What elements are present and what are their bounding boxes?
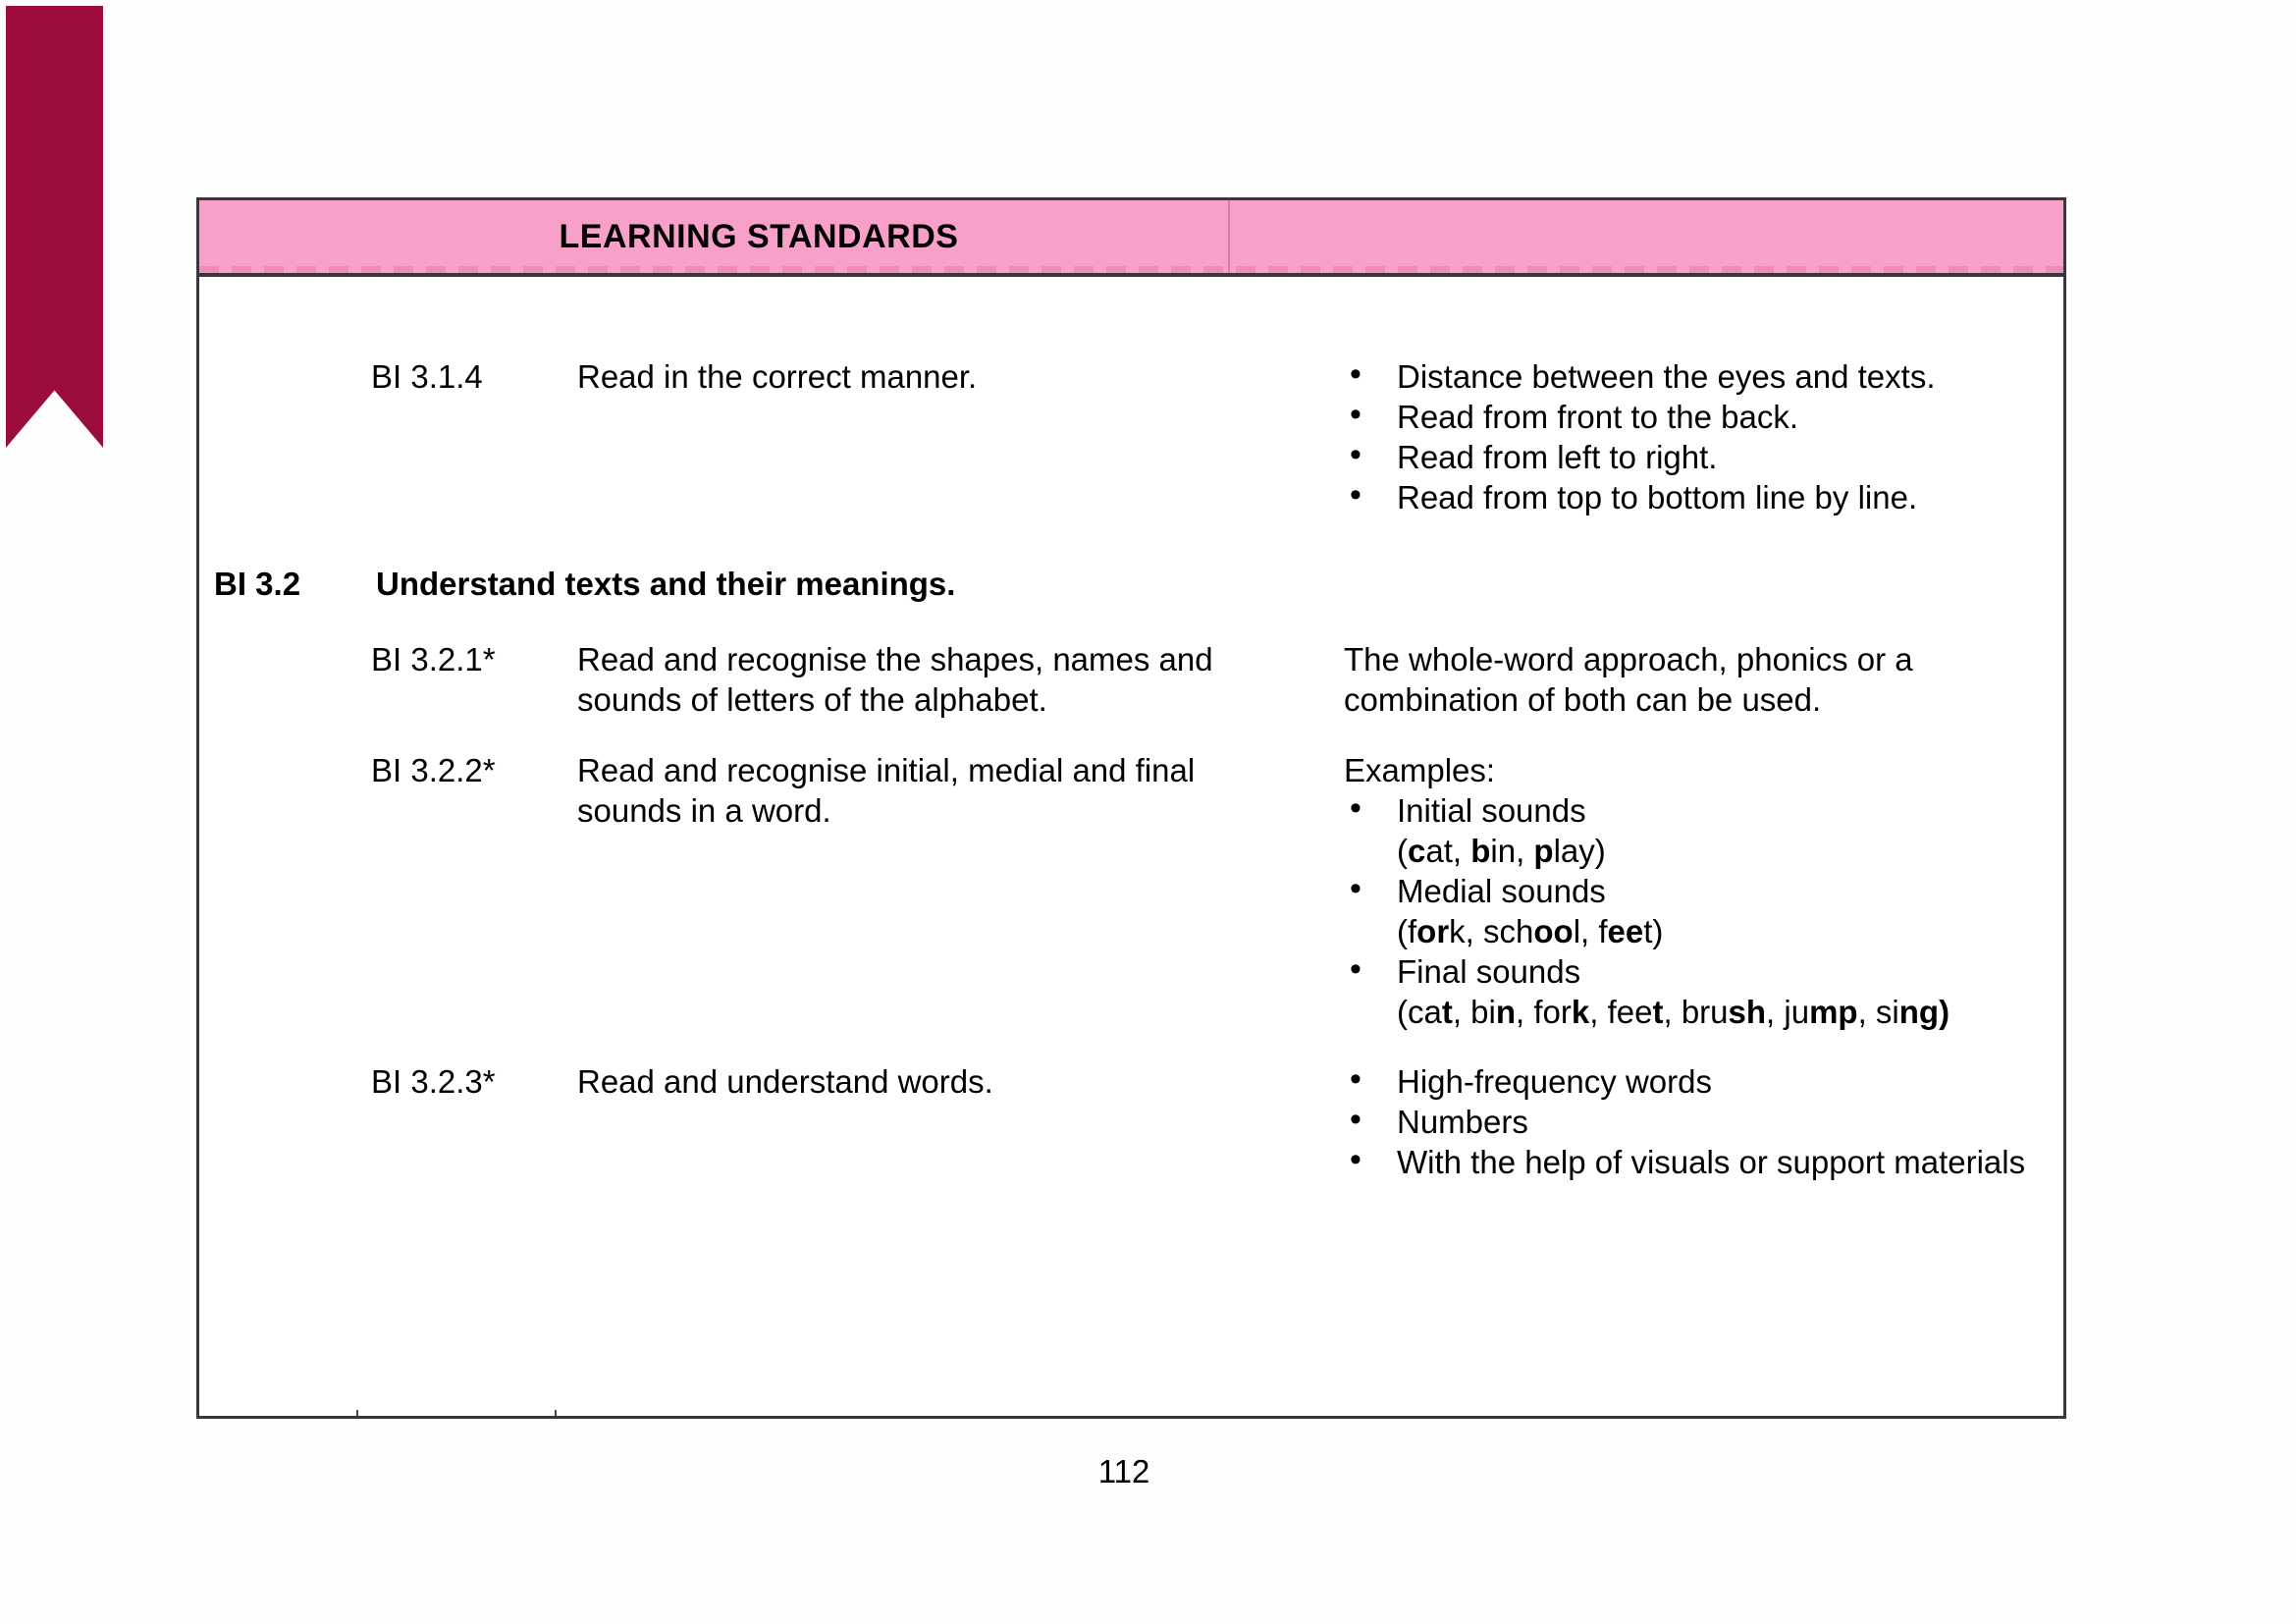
standard-code: BI 3.1.4 <box>371 358 483 395</box>
note-text: Read from left to right. <box>1397 439 1718 475</box>
standard-text <box>577 1061 1264 1102</box>
bullet-icon: • <box>1350 396 1362 433</box>
header-column-divider <box>1228 200 1230 273</box>
standard-text-line: Understand texts and their meanings. <box>376 566 956 602</box>
bookmark-ribbon <box>6 6 103 448</box>
bullet-icon: • <box>1350 1060 1362 1098</box>
note-text-line <box>1344 992 2100 1032</box>
standard-text-line: Read in the correct manner. <box>577 358 978 395</box>
bullet-icon: • <box>1350 870 1362 907</box>
note-text-line <box>1344 639 2100 679</box>
note-bullet-item <box>1344 477 2100 517</box>
bullet-icon: • <box>1350 1141 1362 1178</box>
note-text-line <box>1344 831 2100 871</box>
bullet-icon: • <box>1350 1101 1362 1138</box>
bullet-icon: • <box>1350 950 1362 988</box>
standard-code: BI 3.2.1* <box>371 641 496 677</box>
note-text: With the help of visuals or support materials <box>1397 1144 2026 1180</box>
standard-text-line: sounds in a word. <box>577 792 831 829</box>
standard-text <box>577 750 1264 831</box>
note-text: (cat, bin, fork, feet, brush, jump, sing) <box>1397 994 1950 1030</box>
notes-group-bi-3-1-4 <box>1344 356 2100 517</box>
note-text: Medial sounds <box>1397 873 1606 909</box>
note-text: Read from top to bottom line by line. <box>1397 479 1918 515</box>
bullet-icon: • <box>1350 476 1362 514</box>
column-border-tick <box>356 1410 358 1416</box>
note-text: Final sounds <box>1397 953 1581 990</box>
notes-group-bi-3-2-2 <box>1344 750 2100 1032</box>
standard-text-line: Read and recognise initial, medial and final <box>577 752 1196 788</box>
note-text: Read from front to the back. <box>1397 399 1799 435</box>
note-bullet-item <box>1344 1142 2100 1182</box>
table-header <box>199 200 2063 277</box>
note-text: The whole-word approach, phonics or a <box>1344 641 1913 677</box>
notes-group-bi-3-2-1 <box>1344 639 2100 720</box>
note-bullet-item <box>1344 397 2100 437</box>
note-text: Distance between the eyes and texts. <box>1397 358 1936 395</box>
standard-text-line: Read and understand words. <box>577 1063 993 1100</box>
standard-text-line: Read and recognise the shapes, names and <box>577 641 1213 677</box>
note-text: combination of both can be used. <box>1344 681 1822 718</box>
table-header-title: LEARNING STANDARDS <box>559 218 959 255</box>
note-bullet-item <box>1344 356 2100 397</box>
bullet-icon: • <box>1350 436 1362 473</box>
note-text-line <box>1344 679 2100 720</box>
note-bullet-item <box>1344 871 2100 911</box>
note-text: Examples: <box>1344 752 1496 788</box>
note-text: Numbers <box>1397 1104 1528 1140</box>
standard-code: BI 3.2.2* <box>371 752 496 788</box>
note-text: Initial sounds <box>1397 792 1586 829</box>
note-text-line <box>1344 750 2100 790</box>
standard-text-line: sounds of letters of the alphabet. <box>577 681 1047 718</box>
standard-code: BI 3.2.3* <box>371 1063 496 1100</box>
note-bullet-item <box>1344 1102 2100 1142</box>
bullet-icon: • <box>1350 789 1362 827</box>
note-text: (cat, bin, play) <box>1397 833 1606 869</box>
note-text: High-frequency words <box>1397 1063 1712 1100</box>
header-fringe <box>199 266 2063 273</box>
note-bullet-item <box>1344 790 2100 831</box>
learning-standards-table <box>196 197 2066 1419</box>
standard-text <box>577 356 1264 397</box>
bullet-icon: • <box>1350 355 1362 393</box>
notes-group-bi-3-2-3 <box>1344 1061 2100 1182</box>
note-bullet-item <box>1344 1061 2100 1102</box>
note-text-line <box>1344 911 2100 951</box>
note-bullet-item <box>1344 437 2100 477</box>
page-number: 112 <box>1097 1453 1150 1489</box>
note-text: (fork, school, feet) <box>1397 913 1664 949</box>
note-bullet-item <box>1344 951 2100 992</box>
standard-code: BI 3.2 <box>214 566 301 602</box>
standard-text <box>577 639 1264 720</box>
column-border-tick <box>555 1410 557 1416</box>
standard-text <box>376 564 1308 604</box>
